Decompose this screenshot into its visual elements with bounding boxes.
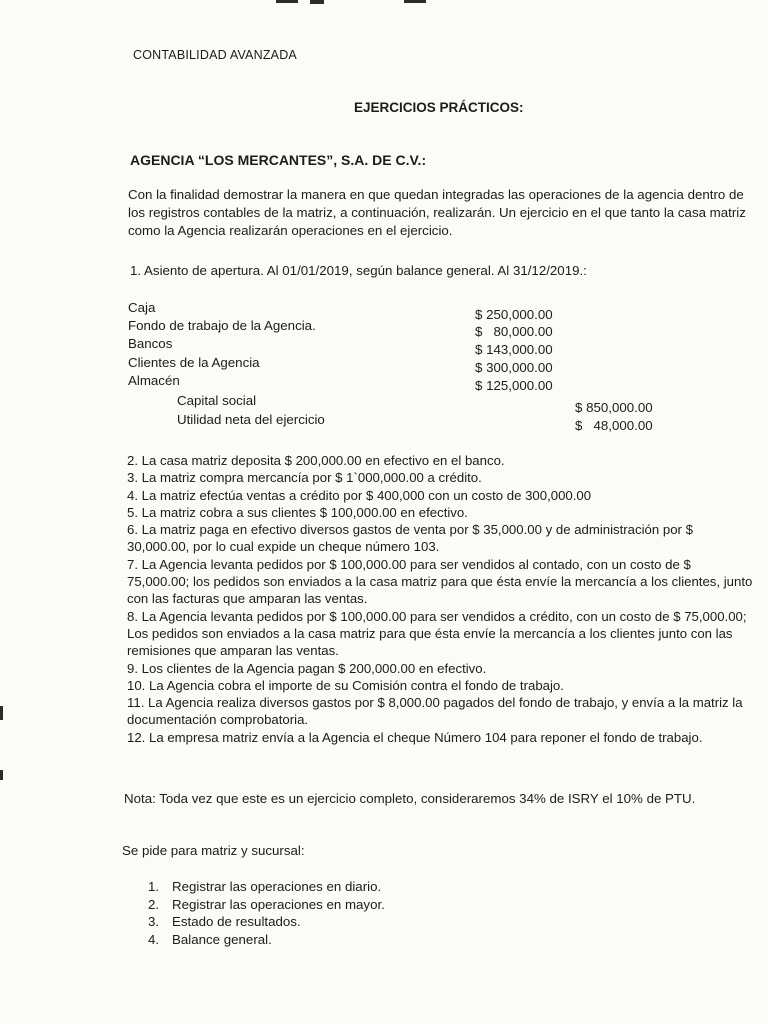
balance-amount: $ 125,000.00 xyxy=(475,378,553,393)
operations-list xyxy=(127,452,753,746)
operation-item: 12. La empresa matriz envía a la Agencia el cheque Número 104 para reponer el fondo de trabajo. xyxy=(127,729,703,745)
requirement-item xyxy=(148,931,385,949)
course-title: CONTABILIDAD AVANZADA xyxy=(133,48,297,62)
operation-item: 8. La Agencia levanta pedidos por $ 100,000.00 para ser vendidos a crédito, con un costo de $ 75,000.00; Los pedidos son enviados a la casa matriz para que ésta envíe la mercancía a los clientes junto con las remisiones que amparan las ventas. xyxy=(127,608,747,659)
balance-amount: $ 143,000.00 xyxy=(475,342,553,357)
requirement-number: 2. xyxy=(148,896,160,912)
balance-label: Caja xyxy=(128,300,156,315)
scan-mark-top-left xyxy=(276,0,298,3)
operation-item: 4. La matriz efectúa ventas a crédito por $ 400,000 con un costo de 300,000.00 xyxy=(127,487,592,503)
balance-label: Bancos xyxy=(128,336,173,351)
requirement-text: Registrar las operaciones en diario. xyxy=(172,879,382,894)
operation-item: 3. La matriz compra mercancía por $ 1`000,000.00 a crédito. xyxy=(127,470,482,486)
balance-amount: $ 250,000.00 xyxy=(475,307,553,322)
requirement-item xyxy=(148,913,385,931)
company-name: AGENCIA “LOS MERCANTES”, S.A. DE C.V.: xyxy=(130,152,427,168)
requirement-text: Registrar las operaciones en mayor. xyxy=(172,896,385,912)
requirement-text: Balance general. xyxy=(172,931,272,947)
balance-label: Clientes de la Agencia xyxy=(128,355,260,370)
operation-item: 9. Los clientes de la Agencia pagan $ 200,000.00 en efectivo. xyxy=(127,660,487,676)
scan-mark-left-edge-2 xyxy=(0,770,3,780)
balance-amount: $ 850,000.00 xyxy=(575,400,653,415)
operation-item: 11. La Agencia realiza diversos gastos por $ 8,000.00 pagados del fondo de trabajo, y envía a la matriz la documentación comprobatoria. xyxy=(127,695,743,728)
balance-amount: $ 80,000.00 xyxy=(475,324,553,339)
scan-mark-top-center xyxy=(310,0,324,4)
balance-label: Fondo de trabajo de la Agencia. xyxy=(128,318,316,333)
operation-item: 7. La Agencia levanta pedidos por $ 100,000.00 para ser vendidos al contado, con un costo de $ 75,000.00; los pedidos son enviados a la casa matriz para que ésta envíe la mercancía a los clientes, junto con las facturas que amparan las ventas. xyxy=(127,556,753,607)
balance-amount: $ 48,000.00 xyxy=(575,418,653,433)
requirements-intro: Se pide para matriz y sucursal: xyxy=(122,843,305,858)
requirements-list xyxy=(148,878,385,948)
opening-entry-line: 1. Asiento de apertura. Al 01/01/2019, según balance general. Al 31/12/2019.: xyxy=(130,263,587,278)
operation-item: 5. La matriz cobra a sus clientes $ 100,000.00 en efectivo. xyxy=(127,504,468,520)
requirement-item xyxy=(148,878,385,896)
requirement-number: 1. xyxy=(148,879,160,894)
balance-label: Utilidad neta del ejercicio xyxy=(177,412,325,427)
intro-paragraph: Con la finalidad demostrar la manera en que quedan integradas las operaciones de la agencia dentro de los registros contables de la matriz, a continuación, realizarán. Un ejercicio en el que tanto la casa matriz como la Agencia realizarán operaciones en el ejercicio. xyxy=(128,187,746,238)
balance-amount: $ 300,000.00 xyxy=(475,360,553,375)
scan-mark-left-edge xyxy=(0,706,3,720)
scan-mark-top-right xyxy=(404,0,426,3)
requirement-number: 3. xyxy=(148,914,160,929)
requirement-number: 4. xyxy=(148,931,160,947)
requirement-text: Estado de resultados. xyxy=(172,914,301,929)
balance-label: Capital social xyxy=(177,393,257,408)
requirement-item xyxy=(148,896,385,914)
operation-item: 10. La Agencia cobra el importe de su Comisión contra el fondo de trabajo. xyxy=(127,677,564,693)
operation-item: 2. La casa matriz deposita $ 200,000.00 en efectivo en el banco. xyxy=(127,453,505,468)
operation-item: 6. La matriz paga en efectivo diversos gastos de venta por $ 35,000.00 y de administración por $ 30,000.00, por lo cual expide un cheque número 103. xyxy=(127,522,693,555)
balance-label: Almacén xyxy=(128,373,180,388)
section-heading: EJERCICIOS PRÁCTICOS: xyxy=(354,100,524,115)
note-line: Nota: Toda vez que este es un ejercicio completo, consideraremos 34% de ISRY el 10% de PTU. xyxy=(124,791,696,806)
